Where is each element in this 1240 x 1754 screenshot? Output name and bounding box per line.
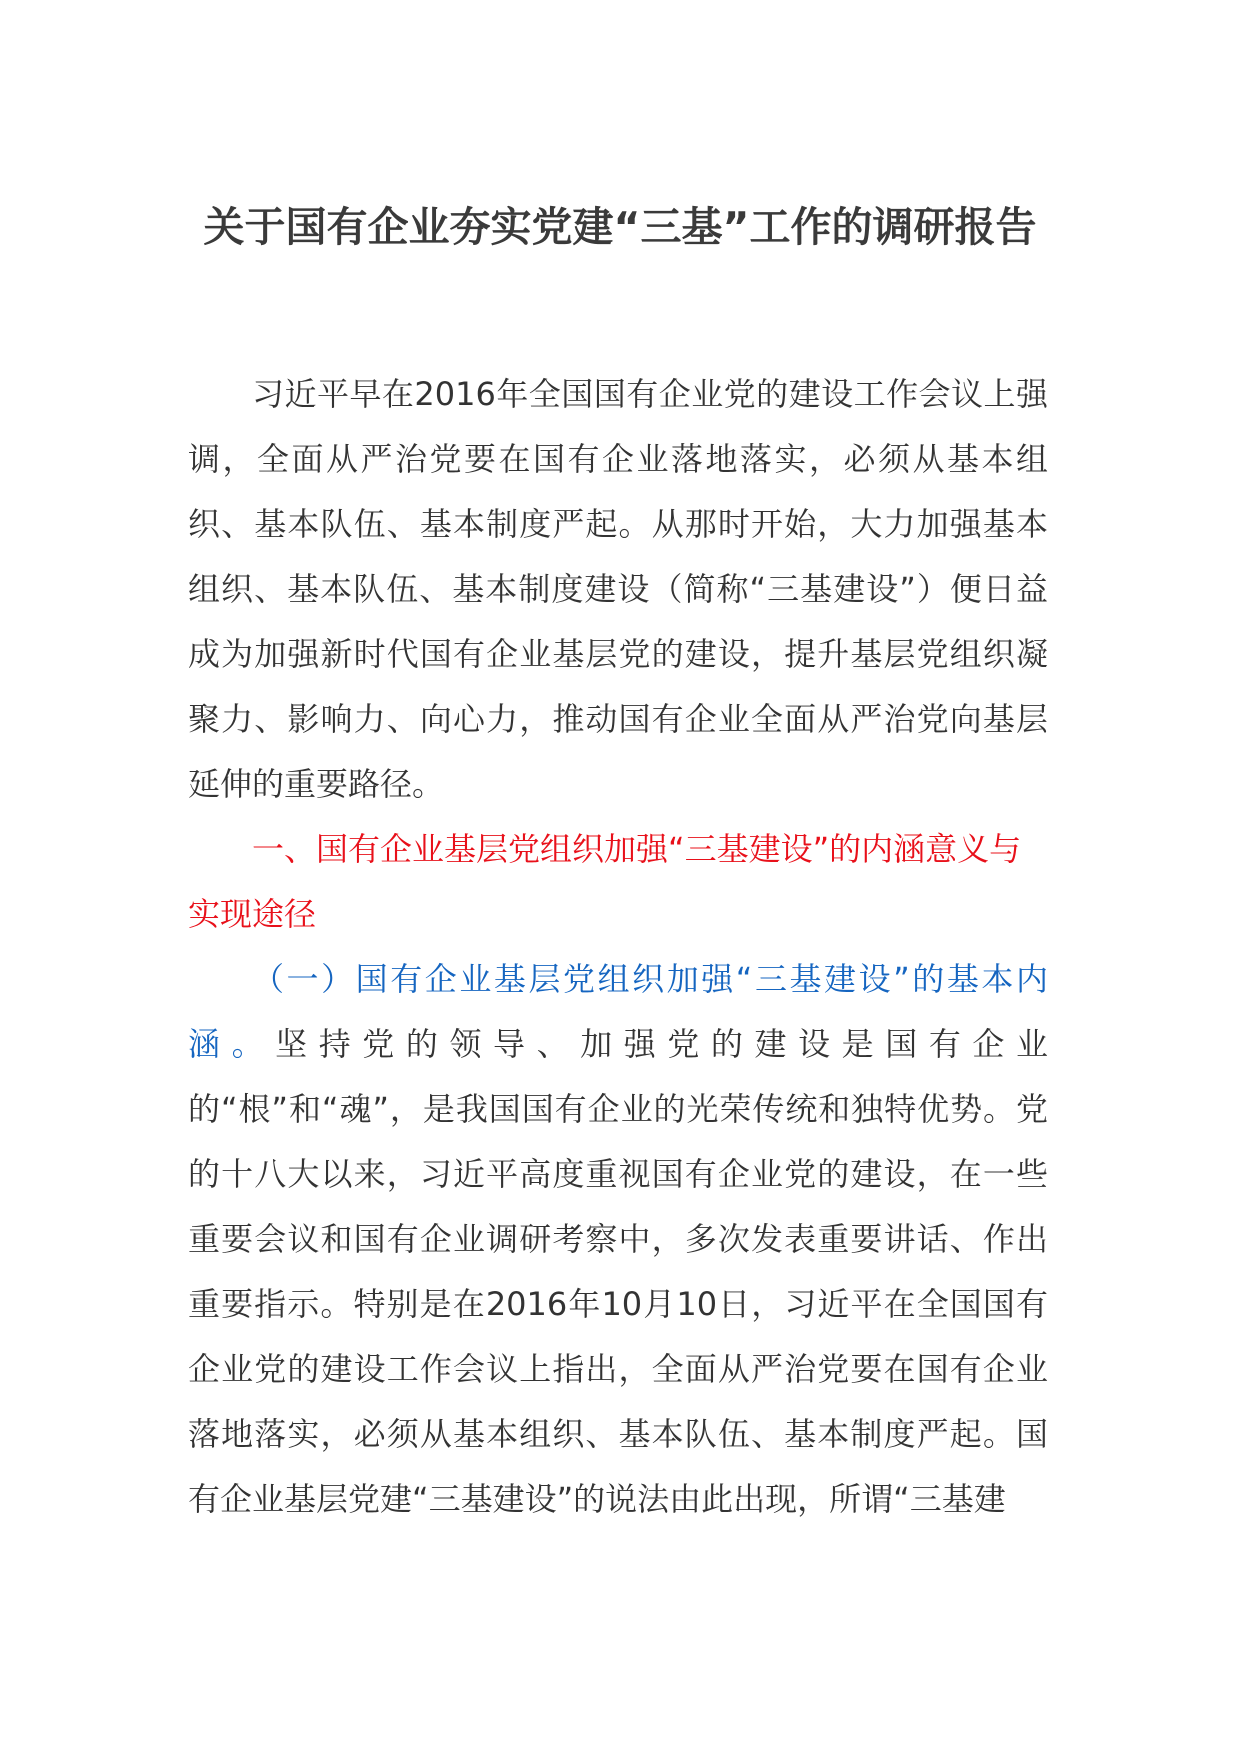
- subsection-heading-1: （一）国有企业基层党组织加强“三基建设”的基本内涵。: [188, 960, 1048, 1063]
- subsection-text-1: 坚持党的领导、加强党的建设是国有企业的“根”和“魂”，是我国国有企业的光荣传统和独特优势。党的十八大以来，习近平高度重视国有企业党的建设，在一些重要会议和国有企业调研考察中，多次发表重要讲话、作出重要指示。特别是在2016年10月10日，习近平在全国国有企业党的建设工作会议上指出，全面从严治党要在国有企业落地落实，必须从基本组织、基本队伍、基本制度严起。国有企业基层党建“三基建设”的说法由此出现，所谓“三基建: [188, 1025, 1048, 1518]
- subsection-paragraph-1: [188, 947, 1048, 1532]
- document-body: [188, 362, 1048, 1532]
- section-heading-1: 一、国有企业基层党组织加强“三基建设”的内涵意义与实现途径: [188, 830, 1022, 933]
- document-title: 关于国有企业夯实党建“三基”工作的调研报告: [203, 203, 1037, 251]
- intro-paragraph: 习近平早在2016年全国国有企业党的建设工作会议上强调，全面从严治党要在国有企业落地落实，必须从基本组织、基本队伍、基本制度严起。从那时开始，大力加强基本组织、基本队伍、基本制度建设（简称“三基建设”）便日益成为加强新时代国有企业基层党的建设，提升基层党组织凝聚力、影响力、向心力，推动国有企业全面从严治党向基层延伸的重要路径。: [188, 375, 1048, 803]
